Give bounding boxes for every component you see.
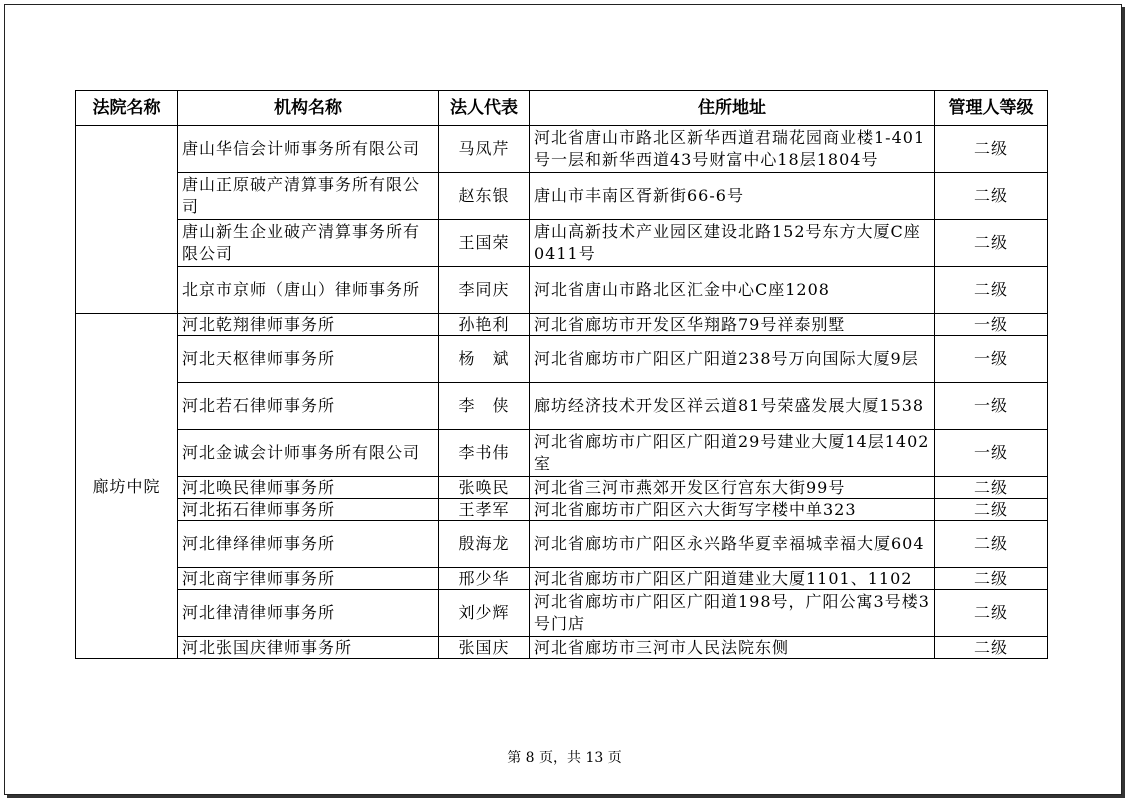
legal-rep-cell: 李书伟 xyxy=(439,430,530,477)
institution-name-cell: 河北拓石律师事务所 xyxy=(178,499,439,521)
table-row xyxy=(76,637,1048,659)
institution-name-cell: 河北天枢律师事务所 xyxy=(178,336,439,383)
institution-name-cell: 河北金诚会计师事务所有限公司 xyxy=(178,430,439,477)
legal-rep-cell: 孙艳利 xyxy=(439,314,530,336)
institution-name-cell: 唐山华信会计师事务所有限公司 xyxy=(178,126,439,173)
address-cell: 河北省廊坊市广阳区广阳道238号万向国际大厦9层 xyxy=(530,336,935,383)
address-cell: 河北省三河市燕郊开发区行宫东大街99号 xyxy=(530,477,935,499)
level-cell: 二级 xyxy=(935,499,1048,521)
address-cell: 河北省廊坊市广阳区六大街写字楼中单323 xyxy=(530,499,935,521)
level-cell: 一级 xyxy=(935,336,1048,383)
institution-name-cell: 河北若石律师事务所 xyxy=(178,383,439,430)
header-level: 管理人等级 xyxy=(935,91,1048,126)
institution-name-cell: 河北张国庆律师事务所 xyxy=(178,637,439,659)
address-cell: 唐山市丰南区胥新街66-6号 xyxy=(530,173,935,220)
level-cell: 一级 xyxy=(935,430,1048,477)
table-row xyxy=(76,430,1048,477)
table-row xyxy=(76,568,1048,590)
legal-rep-cell: 殷海龙 xyxy=(439,521,530,568)
level-cell: 二级 xyxy=(935,173,1048,220)
page-number: 第 8 页，共 13 页 xyxy=(507,750,622,766)
address-cell: 唐山高新技术产业园区建设北路152号东方大厦C座0411号 xyxy=(530,220,935,267)
table-header-row xyxy=(76,91,1048,126)
level-cell: 二级 xyxy=(935,477,1048,499)
institution-name-cell: 河北唤民律师事务所 xyxy=(178,477,439,499)
level-cell: 二级 xyxy=(935,590,1048,637)
court-name-cell xyxy=(76,126,178,314)
address-cell: 河北省廊坊市广阳区广阳道建业大厦1101、1102 xyxy=(530,568,935,590)
legal-rep-cell: 李 侠 xyxy=(439,383,530,430)
table-row xyxy=(76,220,1048,267)
institution-name-cell: 唐山正原破产清算事务所有限公司 xyxy=(178,173,439,220)
legal-rep-cell: 杨 斌 xyxy=(439,336,530,383)
court-name-cell: 廊坊中院 xyxy=(76,314,178,659)
administrator-table xyxy=(75,90,1048,659)
institution-name-cell: 河北乾翔律师事务所 xyxy=(178,314,439,336)
header-court: 法院名称 xyxy=(76,91,178,126)
address-cell: 河北省廊坊市广阳区广阳道198号，广阳公寓3号楼3号门店 xyxy=(530,590,935,637)
legal-rep-cell: 邢少华 xyxy=(439,568,530,590)
address-cell: 河北省廊坊市开发区华翔路79号祥泰别墅 xyxy=(530,314,935,336)
level-cell: 二级 xyxy=(935,126,1048,173)
level-cell: 二级 xyxy=(935,267,1048,314)
legal-rep-cell: 张国庆 xyxy=(439,637,530,659)
table-row xyxy=(76,521,1048,568)
institution-name-cell: 河北律绎律师事务所 xyxy=(178,521,439,568)
legal-rep-cell: 马凤芹 xyxy=(439,126,530,173)
level-cell: 二级 xyxy=(935,637,1048,659)
legal-rep-cell: 赵东银 xyxy=(439,173,530,220)
table-row xyxy=(76,314,1048,336)
address-cell: 河北省唐山市路北区新华西道君瑞花园商业楼1-401号一层和新华西道43号财富中心18层1804号 xyxy=(530,126,935,173)
table-row xyxy=(76,499,1048,521)
institution-name-cell: 唐山新生企业破产清算事务所有限公司 xyxy=(178,220,439,267)
address-cell: 河北省廊坊市广阳区永兴路华夏幸福城幸福大厦604 xyxy=(530,521,935,568)
header-legal-rep: 法人代表 xyxy=(439,91,530,126)
header-institution: 机构名称 xyxy=(178,91,439,126)
address-cell: 河北省廊坊市广阳区广阳道29号建业大厦14层1402室 xyxy=(530,430,935,477)
table-row xyxy=(76,590,1048,637)
legal-rep-cell: 刘少辉 xyxy=(439,590,530,637)
legal-rep-cell: 李同庆 xyxy=(439,267,530,314)
level-cell: 一级 xyxy=(935,314,1048,336)
legal-rep-cell: 王孝军 xyxy=(439,499,530,521)
header-address: 住所地址 xyxy=(530,91,935,126)
level-cell: 二级 xyxy=(935,568,1048,590)
table-row xyxy=(76,336,1048,383)
address-cell: 河北省唐山市路北区汇金中心C座1208 xyxy=(530,267,935,314)
institution-name-cell: 河北律清律师事务所 xyxy=(178,590,439,637)
institution-name-cell: 北京市京师（唐山）律师事务所 xyxy=(178,267,439,314)
table-row xyxy=(76,267,1048,314)
address-cell: 廊坊经济技术开发区祥云道81号荣盛发展大厦1538 xyxy=(530,383,935,430)
institution-name-cell: 河北商宇律师事务所 xyxy=(178,568,439,590)
table-row xyxy=(76,126,1048,173)
level-cell: 二级 xyxy=(935,220,1048,267)
address-cell: 河北省廊坊市三河市人民法院东侧 xyxy=(530,637,935,659)
table-row xyxy=(76,173,1048,220)
legal-rep-cell: 张唤民 xyxy=(439,477,530,499)
level-cell: 二级 xyxy=(935,521,1048,568)
legal-rep-cell: 王国荣 xyxy=(439,220,530,267)
level-cell: 一级 xyxy=(935,383,1048,430)
table-row xyxy=(76,383,1048,430)
table-row xyxy=(76,477,1048,499)
